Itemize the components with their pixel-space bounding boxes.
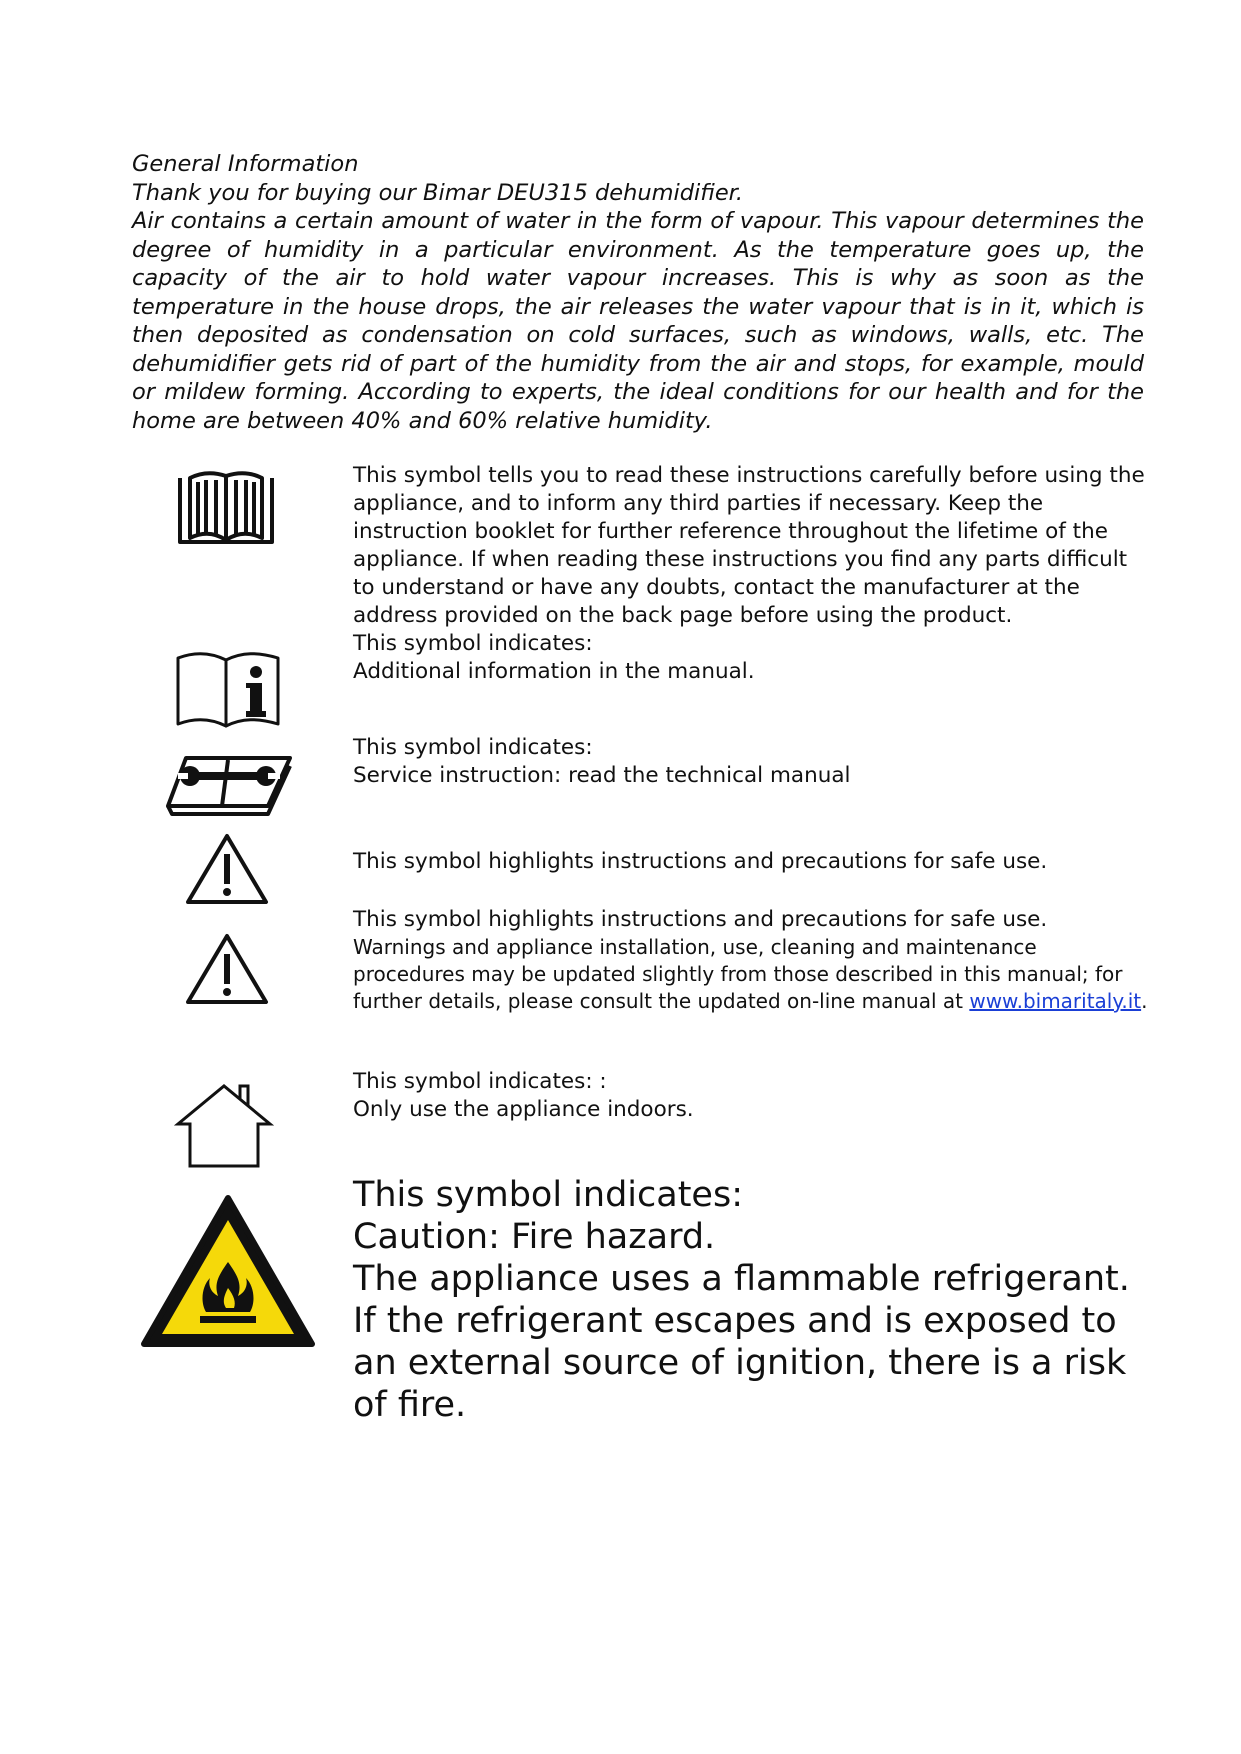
section-heading: General Information [132,151,359,177]
thanks-line: Thank you for buying our Bimar DEU315 dehumidifier. [132,179,744,206]
info-symbol-description: Additional information in the manual. [353,659,755,684]
indoor-symbol-title: This symbol indicates: : [353,1069,607,1094]
fire-description: The appliance uses a flammable refrigerant. If the refrigerant escapes and is exposed to an external source of ignition, there is a risk of fire. [353,1259,1130,1425]
warning-triangle-icon [184,932,270,1006]
indoor-text [353,1068,1153,1124]
fire-hazard-icon [138,1192,318,1352]
read-manual-text [353,462,1153,686]
fire-text [353,1174,1133,1426]
intro-paragraph: Air contains a certain amount of water in the form of vapour. This vapour determines the degree of humidity in a particular environment. As the temperature goes up, the capacity of the air to hold water vapour increases. This is why as soon as the temperature in the house drops, the air releases the water vapour that is in it, which is then deposited as condensation on cold surfaces, such as windows, walls, etc. The dehumidifier gets rid of part of the humidity from the air and stops, for example, mould or mildew forming. According to experts, the ideal conditions for our health and for the home are between 40% and 60% relative humidity. [132,208,1144,434]
service-text [353,734,1153,790]
warning2-description [353,934,1153,1015]
indoor-symbol-description: Only use the appliance indoors. [353,1097,694,1122]
info-symbol-title: This symbol indicates: [353,631,593,656]
fire-caution: Caution: Fire hazard. [353,1217,716,1257]
general-information-section [132,150,1144,435]
service-symbol-description: Service instruction: read the technical manual [353,763,851,788]
book-info-icon [174,650,282,730]
warning2-body: Warnings and appliance installation, use, cleaning and maintenance procedures may be updated slightly from those described in this manual; for further details, please consult the updated on-line manual at [353,935,1123,1013]
service-symbol-title: This symbol indicates: [353,735,593,760]
warning-triangle-icon [184,832,270,906]
house-icon [174,1082,274,1170]
warning2-text [353,906,1153,1015]
warning2-period: . [1141,989,1148,1013]
fire-symbol-title: This symbol indicates: [353,1175,743,1215]
open-book-icon [178,468,274,548]
book-wrench-icon [164,748,294,818]
warning2-title: This symbol highlights instructions and precautions for safe use. [353,907,1048,932]
warning1-text [353,848,1153,876]
read-manual-description: This symbol tells you to read these instructions carefully before using the appliance, and to inform any third parties if necessary. Keep the instruction booklet for further reference throughout the lifetime of the appliance. If when reading these instructions you find any parts difficult to understand or have any doubts, contact the manufacturer at the address provided on the back page before using the product. [353,463,1145,628]
bimar-website-link[interactable]: www.bimaritaly.it [969,989,1142,1013]
warning1-description: This symbol highlights instructions and precautions for safe use. [353,849,1048,874]
